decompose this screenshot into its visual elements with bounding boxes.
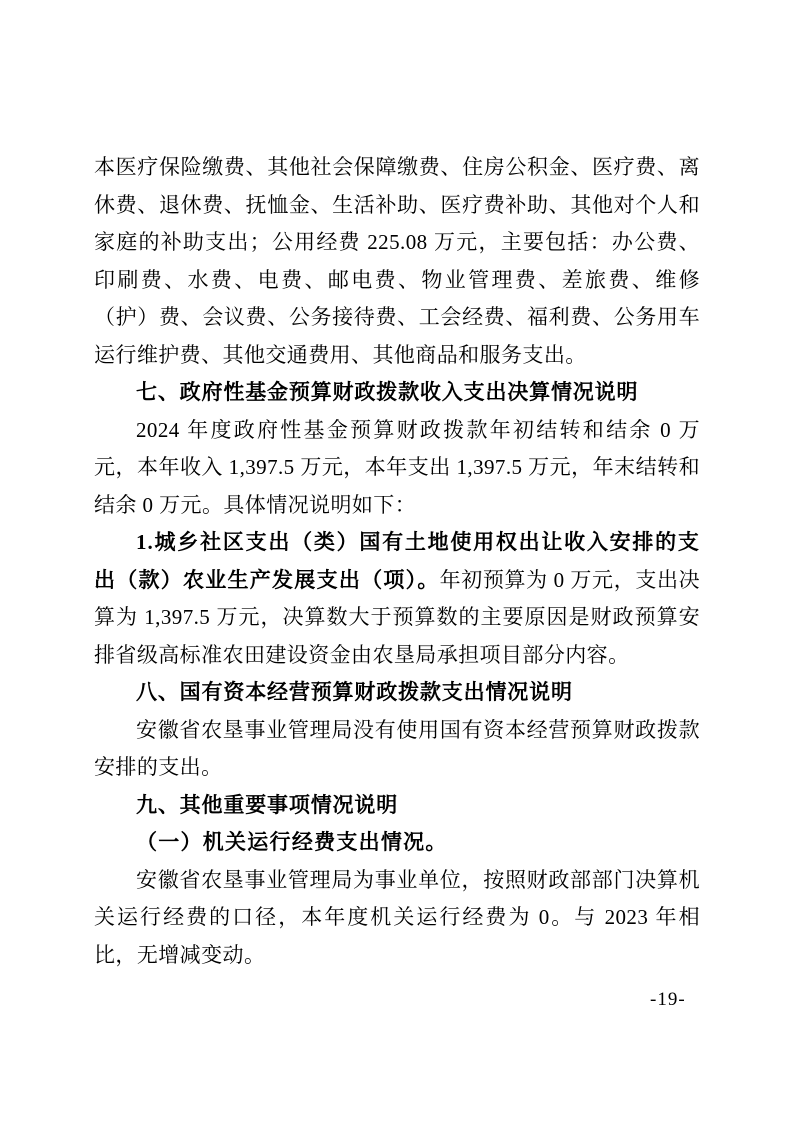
document-content [94, 149, 700, 974]
section-8-heading: 八、国有资本经营预算财政拨款支出情况说明 [136, 681, 573, 704]
item-1-bold-title: 1.城乡社区支出（类）国有土地使用权出让收入安排的支出（款）农业生产发展支出（项）。 [94, 530, 700, 592]
section-7-heading: 七、政府性基金预算财政拨款收入支出决算情况说明 [136, 381, 639, 404]
item-1-body-text: 年初预算为 0 万元，支出决算为 1,397.5 万元，决算数大于预算数的主要原因是财政预算安排省级高标准农田建设资金由农垦局承担项目部分内容。 [94, 567, 700, 667]
section-9-heading: 九、其他重要事项情况说明 [136, 793, 399, 817]
section-7-paragraph: 2024 年度政府性基金预算财政拨款年初结转和结余 0 万元，本年收入 1,397.5 万元，本年支出 1,397.5 万元，年末结转和结余 0 万元。具体情况说明如下： [94, 417, 700, 517]
section-9-paragraph: 安徽省农垦事业管理局为事业单位，按照财政部部门决算机关运行经费的口径，本年度机关运行经费为 0。与 2023 年相比，无增减变动。 [94, 867, 700, 967]
paragraph-expense-continuation: 本医疗保险缴费、其他社会保障缴费、住房公积金、医疗费、离休费、退休费、抚恤金、生活补助、医疗费补助、其他对个人和家庭的补助支出；公用经费 225.08 万元，主要包括：办公费、印刷费、水费、电费、邮电费、物业管理费、差旅费、维修（护）费、会议费、公务接待费、工会经费、福利费、公务用车运行维护费、其他交通费用、其他商品和服务支出。 [94, 155, 700, 367]
section-8-paragraph: 安徽省农垦事业管理局没有使用国有资本经营预算财政拨款安排的支出。 [94, 717, 700, 779]
section-7-item-1 [94, 524, 700, 674]
section-9-sub-1-heading: （一）机关运行经费支出情况。 [136, 830, 448, 854]
page-number: -19- [650, 989, 686, 1010]
